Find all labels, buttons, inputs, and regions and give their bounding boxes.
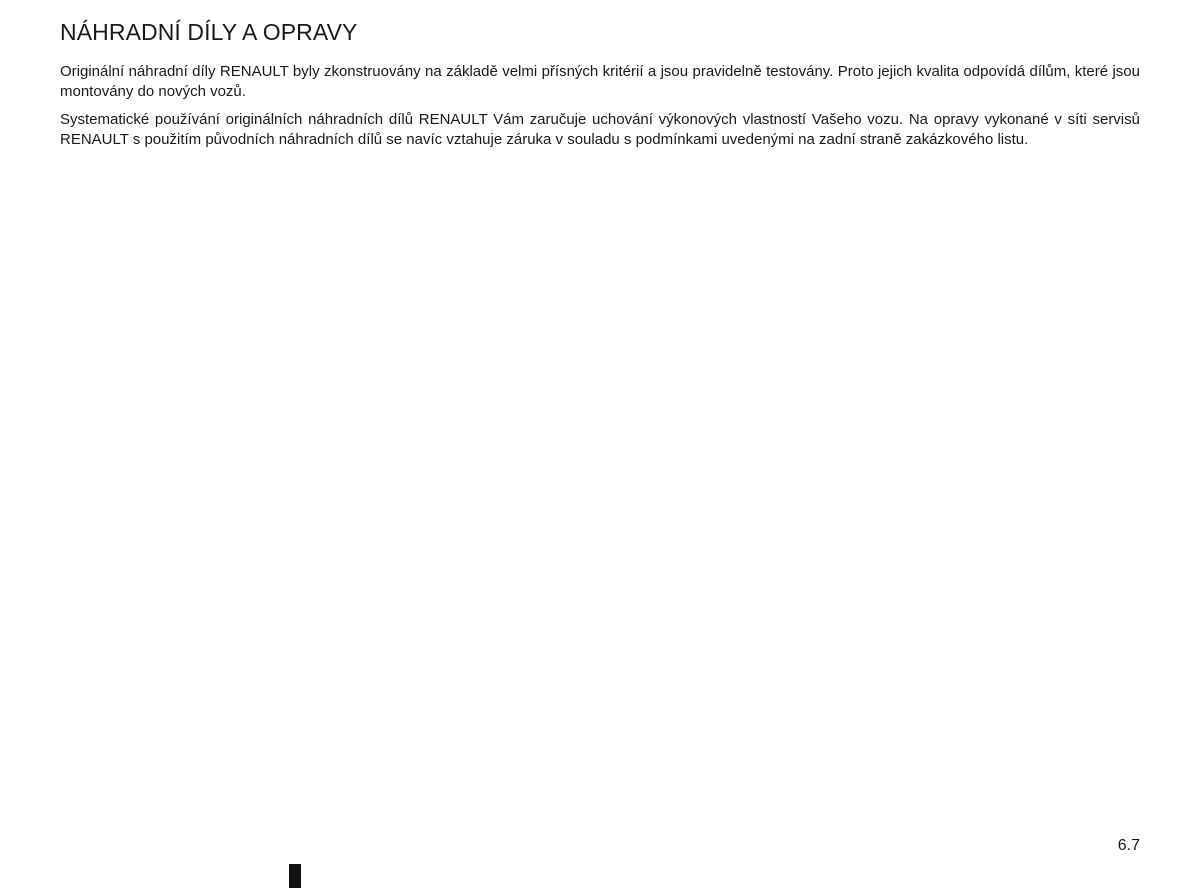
- page-number: 6.7: [1117, 837, 1140, 854]
- page-title: NÁHRADNÍ DÍLY A OPRAVY: [60, 19, 358, 45]
- paragraph-1: Originální náhradní díly RENAULT byly zkonstruovány na základě velmi přísných kritérií a jsou pravidelně testovány. Proto jejich kvalita odpovídá dílům, které jsou montovány do nových vozů.: [60, 63, 1140, 100]
- margin-marker: [289, 864, 301, 888]
- main-content: [60, 62, 1140, 158]
- paragraph-2: Systematické používání originálních náhradních dílů RENAULT Vám zaručuje uchování výkonových vlastností Vašeho vozu. Na opravy vykonané v síti servisů RENAULT s použitím původních náhradních dílů se navíc vztahuje záruka v souladu s podmínkami uvedenými na zadní straně zakázkového listu.: [60, 111, 1140, 148]
